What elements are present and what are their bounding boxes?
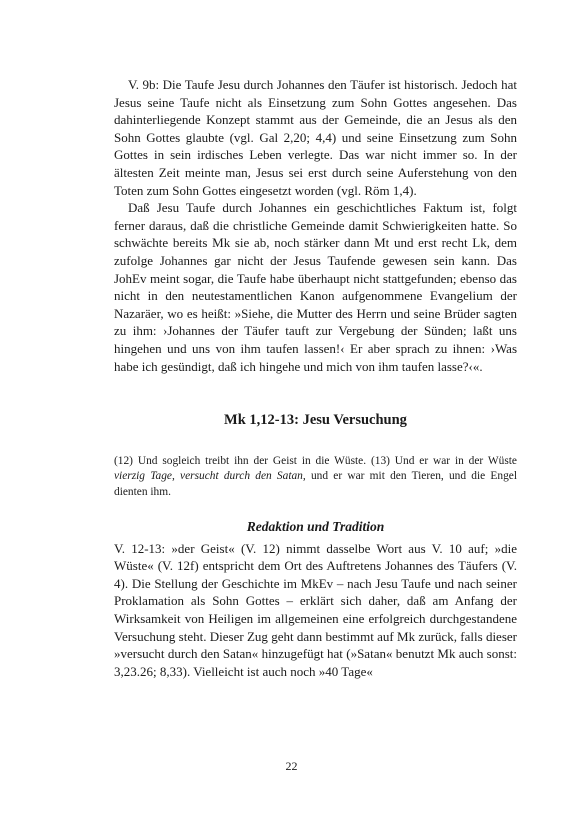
paragraph-baptism-history: Daß Jesu Taufe durch Johannes ein geschichtliches Faktum ist, folgt ferner daraus, daß die christliche Gemeinde damit Schwierigkeiten hatte. So schwächte bereits Mk sie ab, noch stärker dann Mt und erst recht Lk, dem zufolge Johannes gar nicht der Jesus Taufende gewesen sein kann. Das JohEv meint sogar, die Taufe habe überhaupt nicht stattgefunden; ebenso das nicht in den neutestamentlichen Kanon aufgenommene Evangelium der Nazaräer, wo es heißt: »Siehe, die Mutter des Herrn und seine Brüder sagten zu ihm: ›Johannes der Täufer tauft zur Vergebung der Sünden; laßt uns hingehen und uns von ihm taufen lassen!‹ Er aber sprach zu ihnen: ›Was habe ich gesündigt, daß ich hingehe und mich von ihm taufen lasse?‹«.	[114, 200, 517, 374]
page-number: 22	[285, 759, 298, 773]
section-title: Mk 1,12-13: Jesu Versuchung	[224, 412, 407, 429]
passage-text-italic: vierzig Tage, versucht durch den Satan,	[114, 470, 306, 483]
paragraph-verse-12-13: V. 12-13: »der Geist« (V. 12) nimmt dasselbe Wort aus V. 10 auf; »die Wüste« (V. 12f) entspricht dem Ort des Auftretens Johannes des Täufers (V. 4). Die Stellung der Geschichte im MkEv – nach Jesu Taufe und nach seiner Proklamation als Sohn Gottes – erklärt sich daher, daß am Anfang der Wirksamkeit von Heiligen im allgemeinen eine erfolgreich durchgestandene Versuchung steht. Dieser Zug geht dann bestimmt auf Mk zurück, falls dieser »versucht durch den Satan« hinzugefügt hat (»Satan« benutzt Mk auch sonst: 3,23.26; 8,33). Vielleicht ist auch noch »40 Tage«	[114, 540, 517, 679]
passage-text-before: (12) Und sogleich treibt ihn der Geist in die Wüste. (13) Und er war in der Wüste	[114, 455, 517, 468]
page-body	[114, 76, 517, 680]
bible-passage	[114, 454, 517, 500]
subsection-title: Redaktion und Tradition	[246, 518, 385, 534]
paragraph-verse-9b: V. 9b: Die Taufe Jesu durch Johannes den Täufer ist historisch. Jedoch hat Jesus seine Taufe nicht als Einsetzung zum Sohn Gottes angesehen. Das dahinterliegende Konzept stammt aus der Gemeinde, die an Jesus als den Sohn Gottes glaubte (vgl. Gal 2,20; 4,4) und seine Einsetzung zum Sohn Gottes in sein irdisches Leben verlegte. Das war nicht immer so. In der ältesten Zeit meinte man, Jesus sei erst durch seine Auferstehung von den Toten zum Sohn Gottes eingesetzt worden (vgl. Röm 1,4).	[114, 77, 517, 198]
passage-text-after: und er war mit den Tieren, und die Engel dienten ihm.	[114, 470, 517, 498]
